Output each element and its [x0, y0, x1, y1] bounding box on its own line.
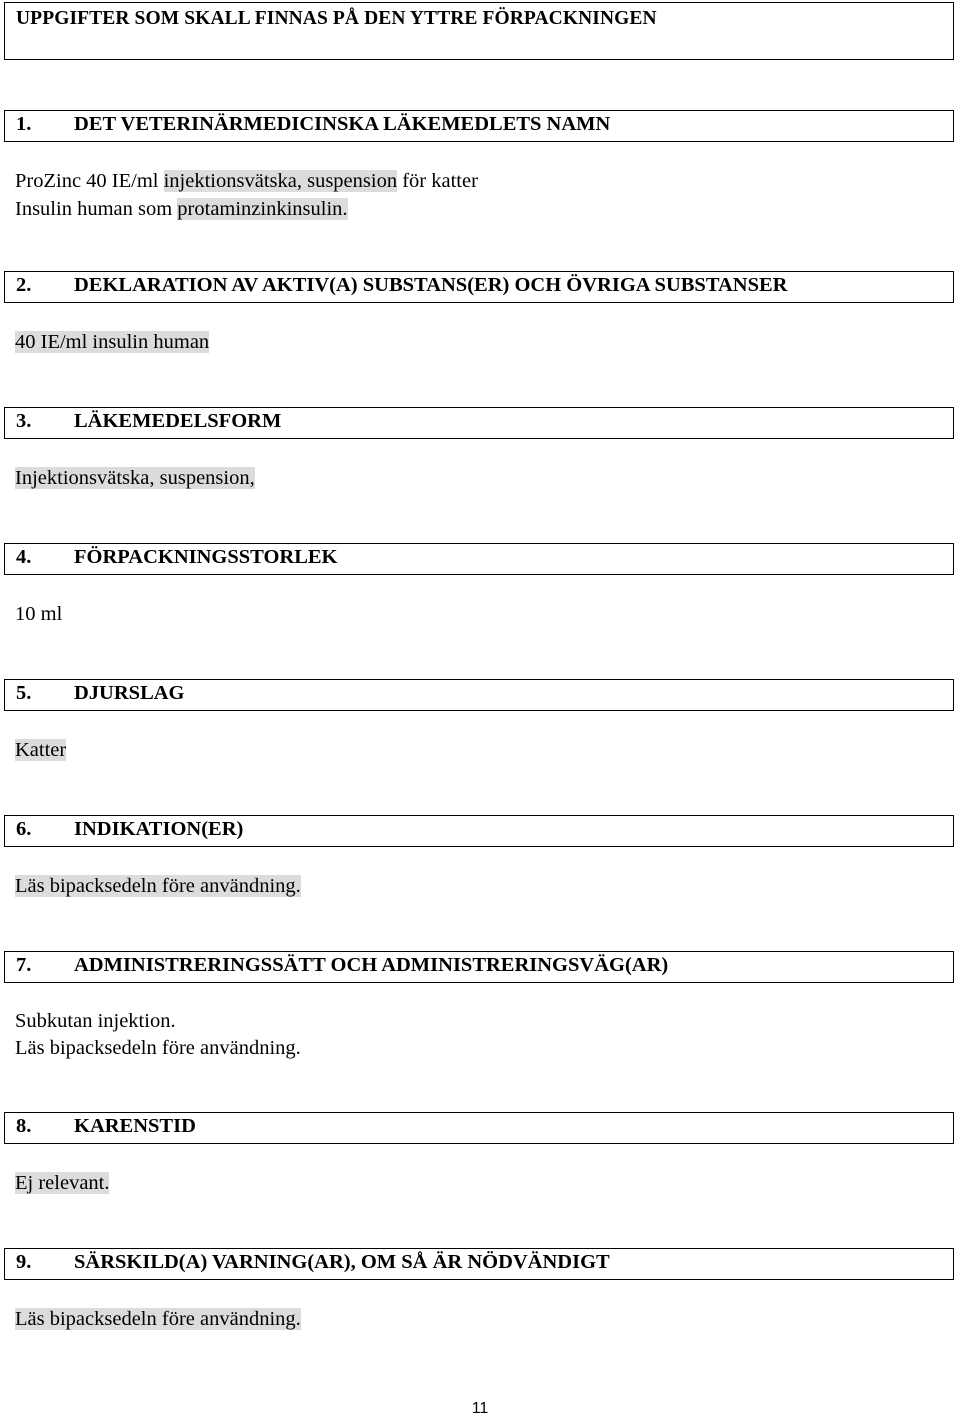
pharmaceutical-form-text: injektionsvätska, suspension: [163, 170, 398, 192]
section-1-number: 1.: [16, 113, 32, 135]
active-substance-text: Insulin human som: [15, 198, 173, 220]
section-5-number: 5.: [16, 682, 32, 704]
withdrawal-period-text: Ej relevant.: [15, 1172, 110, 1194]
warning-text: Läs bipacksedeln före användning.: [15, 1308, 301, 1330]
section-8-heading: KARENSTID: [74, 1115, 196, 1137]
section-6-content: [15, 873, 301, 899]
outer-packaging-header-box: [4, 2, 954, 60]
page-number: 11: [471, 1400, 489, 1417]
section-4-heading: FÖRPACKNINGSSTORLEK: [74, 546, 338, 568]
section-6-number: 6.: [16, 818, 32, 840]
section-8-content: [15, 1170, 109, 1196]
section-5-content: [15, 737, 66, 763]
section-9-heading: SÄRSKILD(A) VARNING(AR), OM SÅ ÄR NÖDVÄNDIGT: [74, 1251, 610, 1273]
section-2-heading: DEKLARATION AV AKTIV(A) SUBSTANS(ER) OCH ÖVRIGA SUBSTANSER: [74, 274, 788, 296]
administration-note-text: Läs bipacksedeln före användning.: [15, 1037, 301, 1059]
species-text: Katter: [15, 739, 67, 761]
section-4-header: [4, 543, 954, 575]
protamine-zinc-text: protaminzinkinsulin.: [177, 198, 348, 220]
section-1-heading: DET VETERINÄRMEDICINSKA LÄKEMEDLETS NAMN: [74, 113, 611, 135]
target-species-text: för katter: [402, 170, 478, 192]
administration-route-text: Subkutan injektion.: [15, 1010, 176, 1032]
section-7-heading: ADMINISTRERINGSSÄTT OCH ADMINISTRERINGSVÄG(AR): [74, 954, 669, 976]
section-1-header: [4, 110, 954, 142]
section-7-number: 7.: [16, 954, 32, 976]
section-6-header: [4, 815, 954, 847]
section-4-content: [15, 601, 62, 627]
section-3-number: 3.: [16, 410, 32, 432]
section-6-heading: INDIKATION(ER): [74, 818, 244, 840]
document-title: UPPGIFTER SOM SKALL FINNAS PÅ DEN YTTRE FÖRPACKNINGEN: [16, 8, 657, 29]
section-1-line-1: [15, 168, 478, 194]
section-7-line-2: [15, 1035, 301, 1061]
section-4-number: 4.: [16, 546, 32, 568]
section-9-content: [15, 1306, 301, 1332]
section-3-content: [15, 465, 255, 491]
section-9-header: [4, 1248, 954, 1280]
section-3-heading: LÄKEMEDELSFORM: [74, 410, 282, 432]
section-8-header: [4, 1112, 954, 1144]
section-9-number: 9.: [16, 1251, 32, 1273]
package-size-text: 10 ml: [15, 603, 63, 625]
section-5-header: [4, 679, 954, 711]
dosage-form-text: Injektionsvätska, suspension,: [15, 467, 255, 489]
declaration-text: 40 IE/ml insulin human: [15, 331, 210, 353]
section-1-line-2: [15, 196, 348, 222]
section-7-line-1: [15, 1008, 176, 1034]
section-7-header: [4, 951, 954, 983]
section-2-content: [15, 329, 209, 355]
indication-text: Läs bipacksedeln före användning.: [15, 875, 301, 897]
section-2-number: 2.: [16, 274, 32, 296]
section-8-number: 8.: [16, 1115, 32, 1137]
section-2-header: [4, 271, 954, 303]
section-3-header: [4, 407, 954, 439]
section-5-heading: DJURSLAG: [74, 682, 185, 704]
product-name: ProZinc 40 IE/ml: [15, 170, 159, 192]
